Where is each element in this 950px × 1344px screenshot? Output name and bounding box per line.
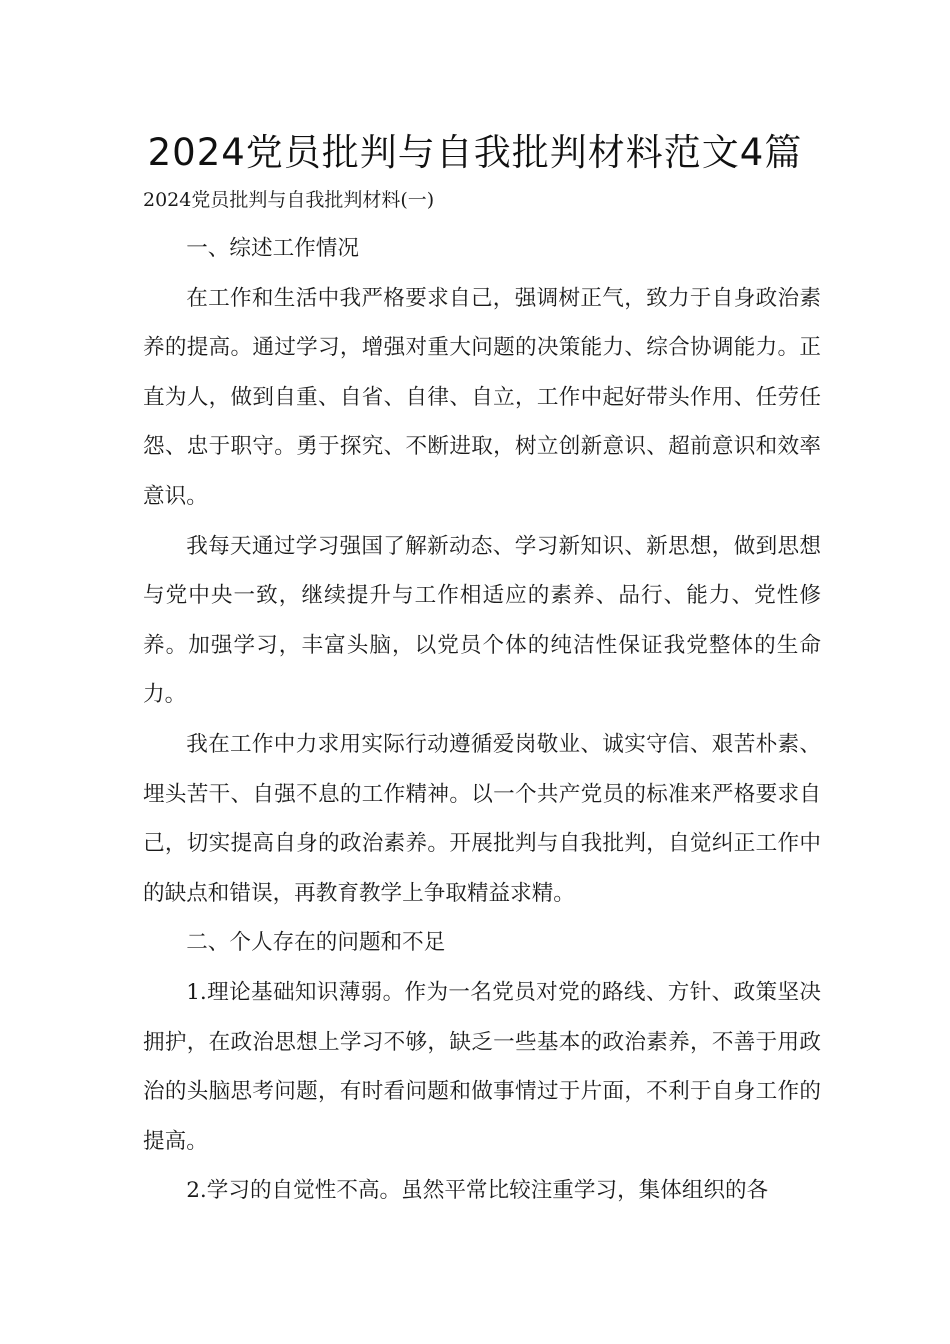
paragraph-2: 我每天通过学习强国了解新动态、学习新知识、新思想，做到思想与党中央一致，继续提升与工作相适应的素养、品行、能力、党性修养。加强学习，丰富头脑，以党员个体的纯洁性保证我党整体的生命力。 <box>143 533 821 708</box>
section-heading-2: 二、个人存在的问题和不足 <box>186 930 446 956</box>
paragraph-5: 2.学习的自觉性不高。虽然平常比较注重学习，集体组织的各 <box>186 1178 769 1204</box>
document-title: 2024党员批判与自我批判材料范文4篇 <box>147 131 803 174</box>
paragraph-3: 我在工作中力求用实际行动遵循爱岗敬业、诚实守信、艰苦朴素、埋头苦干、自强不息的工作精神。以一个共产党员的标准来严格要求自己，切实提高自身的政治素养。开展批判与自我批判，自觉纠正工作中的缺点和错误，再教育教学上争取精益求精。 <box>143 731 821 906</box>
document-subtitle: 2024党员批判与自我批判材料(一) <box>143 189 435 211</box>
section-heading-1: 一、综述工作情况 <box>186 236 359 261</box>
paragraph-4: 1.理论基础知识薄弱。作为一名党员对党的路线、方针、政策坚决拥护，在政治思想上学习不够，缺乏一些基本的政治素养，不善于用政治的头脑思考问题，有时看问题和做事情过于片面，不利于自身工作的提高。 <box>143 979 821 1154</box>
document-body <box>143 180 821 1216</box>
paragraph-1: 在工作和生活中我严格要求自己，强调树正气，致力于自身政治素养的提高。通过学习，增强对重大问题的决策能力、综合协调能力。正直为人，做到自重、自省、自律、自立，工作中起好带头作用、任劳任怨、忠于职守。勇于探究、不断进取，树立创新意识、超前意识和效率意识。 <box>143 285 821 509</box>
